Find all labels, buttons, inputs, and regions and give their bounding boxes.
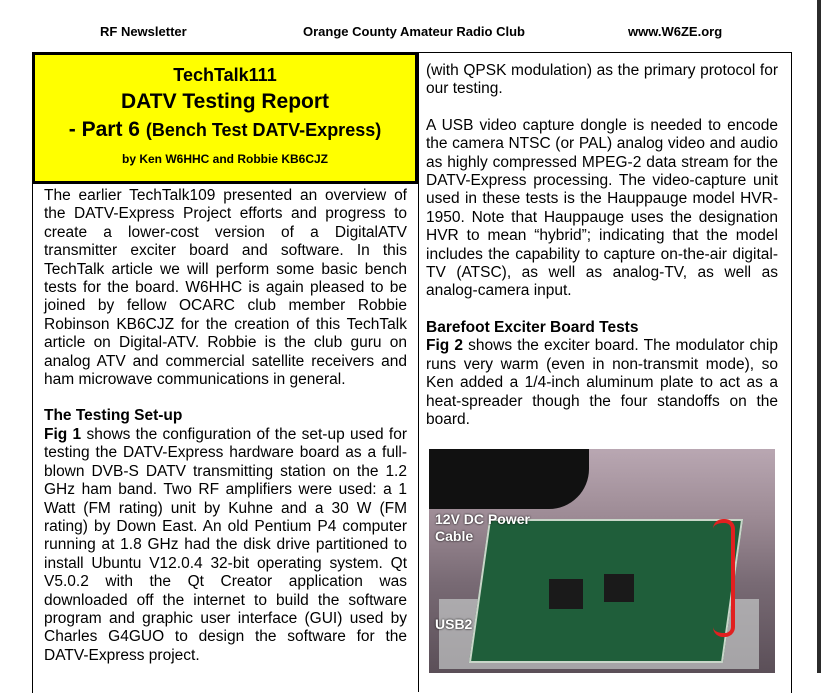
red-cable bbox=[713, 519, 735, 637]
exciter-board-photo bbox=[429, 449, 775, 673]
title-box bbox=[32, 52, 418, 184]
label-power-line2: Cable bbox=[435, 528, 474, 544]
fig1-ref: Fig 1 bbox=[44, 425, 82, 443]
fpga-chip bbox=[604, 574, 634, 602]
window-edge bbox=[817, 0, 821, 673]
header-club-name: Orange County Amateur Radio Club bbox=[303, 24, 525, 39]
header-newsletter: RF Newsletter bbox=[100, 24, 187, 39]
intro-paragraph: The earlier TechTalk109 presented an overview of the DATV-Express Project efforts and progress to create a lower-cost version of a DigitalATV transmitter exciter board and software. In this TechTalk article we will perform some basic bench tests for the board. W6HHC is again pleased to be joined by fellow OCARC club member Robbie Robinson KB6CJZ for the creation of this TechTalk article on Digital-ATV. Robbie is the club guru on analog ATV and commercial satellite receivers and ham microwave communications in general. bbox=[44, 187, 407, 389]
column-divider bbox=[418, 52, 419, 692]
board-paragraph bbox=[426, 337, 778, 429]
section-heading-setup: The Testing Set-up bbox=[44, 407, 183, 425]
photo-dark-corner bbox=[429, 449, 589, 509]
fig2-ref: Fig 2 bbox=[426, 337, 464, 355]
label-power-line1: 12V DC Power bbox=[435, 511, 530, 527]
setup-text: shows the configuration of the set-up used for testing the DATV-Express hardware board as a full-blown DVB-S DATV transmitting station on the 1.2 GHz ham band. Two RF amplifiers were used: a 1 Watt (FM rating) unit by Kuhne and a 30 W (FM rating) by Down East. An old Pentium P4 computer running at 1.8 GHz had the disk drive partitioned to install Ubuntu V12.0.4 32-bit operating system. Qt V5.0.2 with the Qt Creator application was downloaded off the internet to build the software program and graphic user interface (GUI) used by Charles G4GUO to design the software for the DATV-Express project. bbox=[44, 425, 407, 664]
label-power-cable bbox=[435, 511, 530, 545]
title-series: TechTalk111 bbox=[173, 65, 277, 85]
header-website: www.W6ZE.org bbox=[628, 24, 723, 39]
continued-paragraph: (with QPSK modulation) as the primary protocol for our testing. bbox=[426, 62, 778, 98]
board-text: shows the exciter board. The modulator chip runs very warm (even in non-transmit mode), so Ken added a 1/4-inch aluminum plate to act as a heat-spreader though the four standoffs on the board. bbox=[426, 337, 778, 428]
left-column bbox=[44, 187, 407, 665]
title-part-subtitle: (Bench Test DATV-Express) bbox=[145, 120, 382, 140]
title-byline: by Ken W6HHC and Robbie KB6CJZ bbox=[121, 152, 328, 166]
setup-paragraph bbox=[44, 426, 407, 665]
title-part-number: - Part 6 bbox=[68, 118, 140, 141]
title-main: DATV Testing Report bbox=[120, 90, 330, 113]
label-usb2: USB2 bbox=[435, 616, 473, 632]
modulator-chip bbox=[549, 579, 583, 609]
title-part bbox=[35, 118, 415, 142]
section-heading-barefoot: Barefoot Exciter Board Tests bbox=[426, 318, 639, 336]
right-column bbox=[426, 62, 778, 429]
usb-paragraph: A USB video capture dongle is needed to encode the camera NTSC (or PAL) analog video and audio as highly compressed MPEG-2 data stream for the DATV-Express processing. The video-capture unit used in these tests is the Hauppauge model HVR-1950. Note that Hauppauge uses the designation HVR to mean “hybrid”; indicating that the model includes the capability to capture on-the-air digital-TV (ATSC), as well as analog-TV, as well as analog-camera input. bbox=[426, 116, 778, 300]
